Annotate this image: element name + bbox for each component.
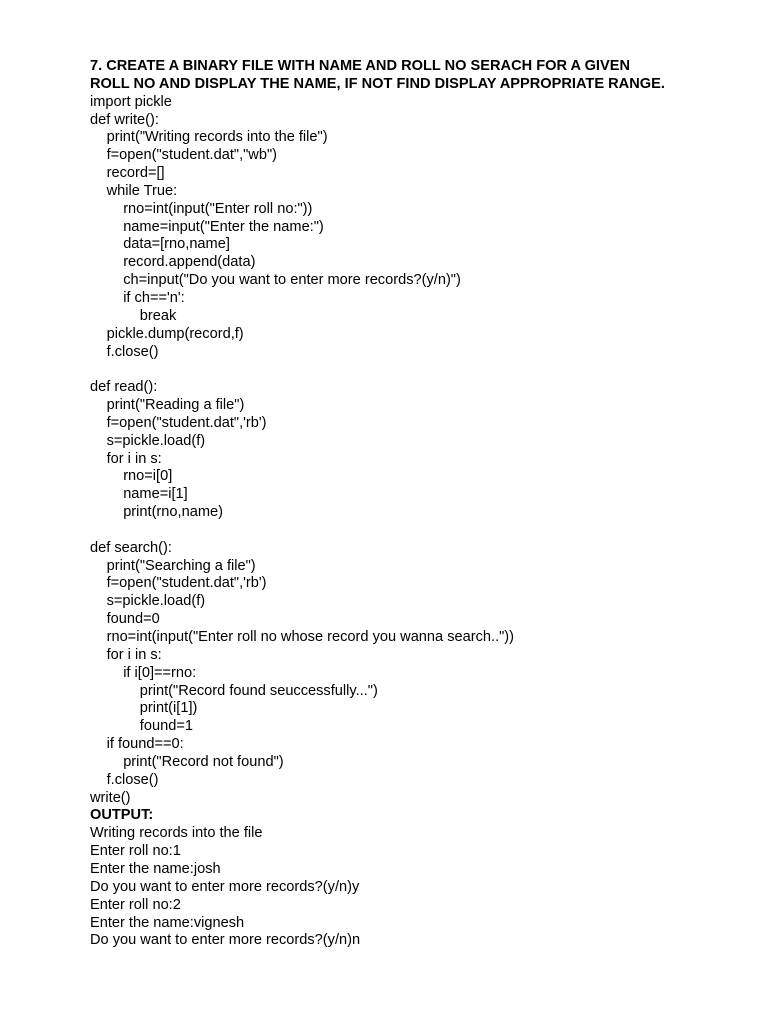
code-line: f=open("student.dat",'rb') bbox=[106, 414, 267, 431]
code-line: def search(): bbox=[90, 539, 172, 556]
code-line: import pickle bbox=[90, 93, 172, 110]
code-line: f=open("student.dat",'rb') bbox=[106, 575, 267, 592]
code-line: ch=input("Do you want to enter more records?(y/n)") bbox=[123, 272, 461, 289]
code-line: print("Record found seuccessfully...") bbox=[139, 682, 378, 699]
output-line: Enter roll no:2 bbox=[90, 896, 181, 913]
code-line: s=pickle.load(f) bbox=[106, 593, 206, 610]
code-line: print("Writing records into the file") bbox=[106, 129, 328, 146]
code-line: rno=int(input("Enter roll no whose record you wanna search..")) bbox=[106, 629, 515, 645]
code-line: f.close() bbox=[106, 771, 159, 788]
code-line: record=[] bbox=[106, 165, 165, 182]
code-line: if found==0: bbox=[106, 736, 184, 753]
code-line: rno=int(input("Enter roll no:")) bbox=[123, 200, 313, 217]
blank-line bbox=[90, 522, 690, 540]
output-line: Do you want to enter more records?(y/n)n bbox=[90, 932, 361, 949]
document-content bbox=[90, 58, 690, 950]
code-line: if ch=='n': bbox=[123, 289, 185, 306]
code-line: f=open("student.dat","wb") bbox=[106, 147, 278, 164]
output-line: Do you want to enter more records?(y/n)y bbox=[90, 878, 360, 895]
code-line: f.close() bbox=[106, 343, 159, 360]
code-block bbox=[90, 94, 690, 808]
output-label: OUTPUT: bbox=[90, 807, 154, 824]
code-line: print(i[1]) bbox=[139, 700, 198, 717]
code-line: data=[rno,name] bbox=[123, 236, 230, 253]
code-line: pickle.dump(record,f) bbox=[106, 325, 244, 342]
output-line: Enter roll no:1 bbox=[90, 843, 181, 860]
code-line: s=pickle.load(f) bbox=[106, 432, 206, 449]
output-line: Writing records into the file bbox=[90, 825, 263, 842]
code-line: for i in s: bbox=[106, 646, 162, 663]
code-line: print(rno,name) bbox=[123, 504, 223, 521]
code-line: name=input("Enter the name:") bbox=[123, 218, 324, 235]
code-line: found=1 bbox=[139, 718, 193, 735]
code-line: print("Record not found") bbox=[123, 753, 284, 770]
code-line: record.append(data) bbox=[123, 254, 256, 271]
output-line: Enter the name:josh bbox=[90, 860, 221, 877]
code-line: if i[0]==rno: bbox=[123, 664, 197, 681]
code-line: write() bbox=[90, 789, 131, 806]
code-line: print("Searching a file") bbox=[106, 557, 256, 574]
code-line: rno=i[0] bbox=[123, 468, 173, 485]
code-line: def read(): bbox=[90, 379, 158, 396]
code-line: name=i[1] bbox=[123, 486, 188, 503]
code-line: def write(): bbox=[90, 111, 159, 128]
code-line: break bbox=[139, 307, 177, 324]
question-heading: 7. CREATE A BINARY FILE WITH NAME AND ROLL NO SERACH FOR A GIVEN ROLL NO AND DISPLAY THE NAME, IF NOT FIND DISPLAY APPROPRIATE RANGE. bbox=[90, 58, 665, 92]
code-line: print("Reading a file") bbox=[106, 397, 245, 414]
output-line: Enter the name:vignesh bbox=[90, 914, 245, 931]
code-line: while True: bbox=[106, 182, 178, 199]
blank-line bbox=[90, 361, 690, 379]
code-line: found=0 bbox=[106, 611, 160, 628]
code-line: for i in s: bbox=[106, 450, 162, 467]
output-block bbox=[90, 825, 690, 950]
